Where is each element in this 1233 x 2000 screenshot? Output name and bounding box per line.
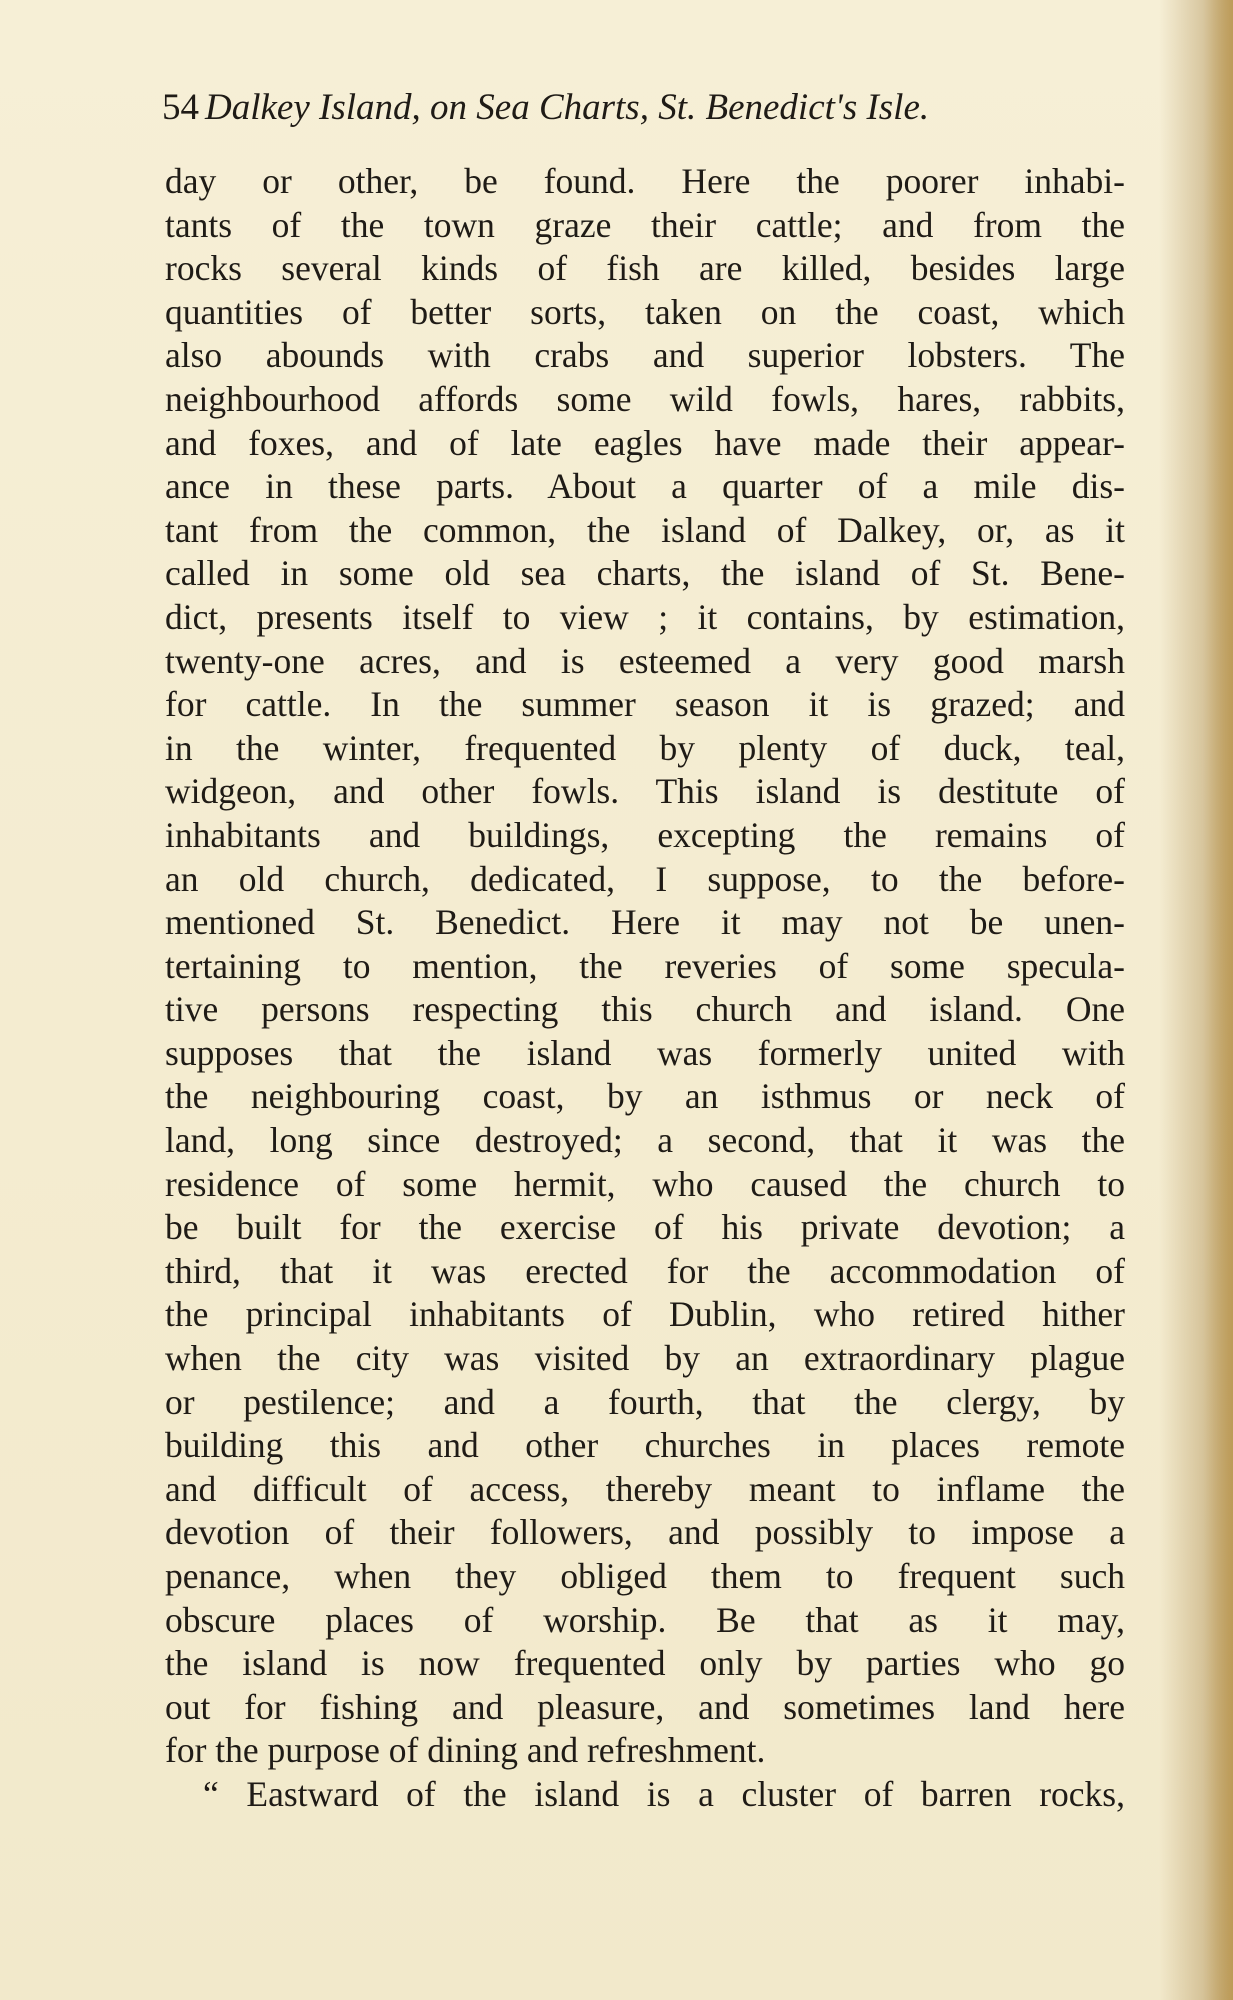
text-line: also abounds with crabs and superior lobsters. The (165, 335, 1125, 376)
text-line: “ Eastward of the island is a cluster of barren rocks, (203, 1773, 1125, 1814)
text-line: tants of the town graze their cattle; and from the (165, 204, 1125, 245)
text-line: tant from the common, the island of Dalkey, or, as it (165, 509, 1125, 550)
page-header (162, 80, 1142, 136)
text-line: in the winter, frequented by plenty of duck, teal, (165, 727, 1125, 768)
text-line: rocks several kinds of fish are killed, besides large (165, 248, 1125, 289)
text-line: the principal inhabitants of Dublin, who retired hither (165, 1294, 1125, 1335)
text-line: land, long since destroyed; a second, that it was the (165, 1120, 1125, 1161)
text-line: building this and other churches in places remote (165, 1425, 1125, 1466)
text-line: out for fishing and pleasure, and sometimes land here (165, 1686, 1125, 1727)
text-line: or pestilence; and a fourth, that the clergy, by (165, 1381, 1125, 1422)
page-edge-shading (1203, 0, 1233, 2000)
text-line: tive persons respecting this church and island. One (165, 989, 1125, 1030)
text-line: twenty-one acres, and is esteemed a very good marsh (165, 640, 1125, 681)
text-line: third, that it was erected for the accommodation of (165, 1250, 1125, 1291)
text-line: neighbourhood affords some wild fowls, hares, rabbits, (165, 378, 1125, 419)
text-line: the island is now frequented only by parties who go (165, 1643, 1125, 1684)
text-line: when the city was visited by an extraordinary plague (165, 1338, 1125, 1379)
text-line: and foxes, and of late eagles have made their appear- (165, 422, 1125, 463)
text-line: and difficult of access, thereby meant to inflame the (165, 1468, 1125, 1509)
text-line: be built for the exercise of his private devotion; a (165, 1207, 1125, 1248)
text-line: tertaining to mention, the reveries of some specula- (165, 945, 1125, 986)
text-line: inhabitants and buildings, excepting the remains of (165, 814, 1125, 855)
text-line: day or other, be found. Here the poorer inhabi- (165, 161, 1125, 201)
text-line: called in some old sea charts, the island of St. Bene- (165, 553, 1125, 594)
text-line: ance in these parts. About a quarter of a mile dis- (165, 466, 1125, 507)
text-line: for cattle. In the summer season it is grazed; and (165, 684, 1125, 725)
text-line: the neighbouring coast, by an isthmus or neck of (165, 1076, 1125, 1117)
body-text (165, 160, 1125, 1817)
text-line: residence of some hermit, who caused the church to (165, 1163, 1125, 1204)
text-line: quantities of better sorts, taken on the coast, which (165, 291, 1125, 332)
text-line: penance, when they obliged them to frequent such (165, 1556, 1125, 1596)
text-line: mentioned St. Benedict. Here it may not be unen- (165, 902, 1125, 943)
text-line: for the purpose of dining and refreshment. (165, 1730, 766, 1771)
text-line: obscure places of worship. Be that as it may, (165, 1599, 1125, 1640)
text-line: supposes that the island was formerly united with (165, 1032, 1125, 1073)
text-line: an old church, dedicated, I suppose, to the before- (165, 858, 1125, 899)
page-number: 54 (162, 87, 199, 128)
running-head: Dalkey Island, on Sea Charts, St. Benedict's Isle. (205, 87, 930, 128)
text-line: widgeon, and other fowls. This island is destitute of (165, 771, 1125, 812)
text-line: dict, presents itself to view ; it contains, by estimation, (165, 596, 1125, 637)
text-line: devotion of their followers, and possibly to impose a (165, 1512, 1125, 1553)
